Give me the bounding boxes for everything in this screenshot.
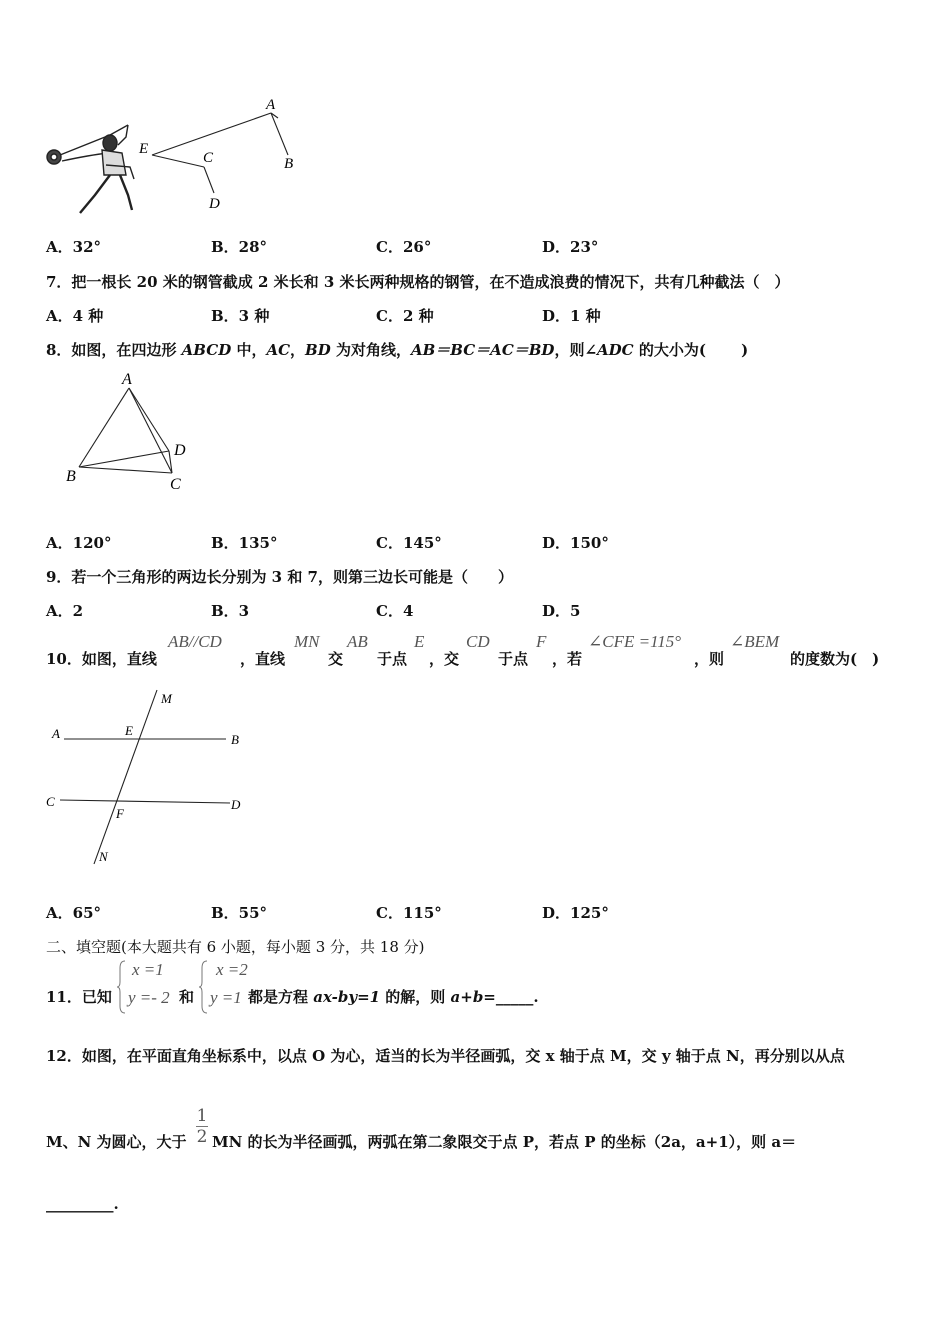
section-2-title: 二、填空题(本大题共有 6 小题，每小题 3 分，共 18 分) [46,938,425,956]
q12-answer-blank[interactable]: _________. [46,1195,119,1213]
q10-option-d: D．125° [542,904,609,922]
q6-option-b: B．28° [211,238,268,256]
brace-2 [198,960,208,1014]
brace-1 [116,960,126,1014]
q6-figure [40,95,310,220]
q8-option-a: A．120° [46,534,112,552]
q7-option-d: D．1 种 [542,307,601,325]
q11-answer-blank[interactable]: _____. [495,988,539,1006]
q6-label-c: C [203,150,214,166]
q10-label-f: F [116,806,124,821]
q7-option-a: A．4 种 [46,307,104,325]
q8-label-a: A [122,371,132,388]
q10-option-a: A．65° [46,904,102,922]
q8-figure [58,366,208,496]
q10-option-c: C．115° [376,904,442,922]
q8-label-c: C [170,476,181,493]
q6-label-e: E [139,141,149,157]
q7-question: 7．把一根长 20 米的钢管截成 2 米长和 3 米长两种规格的钢管，在不造成浪费的情况下，共有几种截法（ ） [46,273,790,291]
q10-label-d: D [231,797,241,812]
q6-label-a: A [266,97,276,113]
q6-option-a: A．32° [46,238,102,256]
q10-option-b: B．55° [211,904,268,922]
q9-option-d: D．5 [542,602,581,620]
q8-question: 8．如图，在四边形 ABCD 中，AC，BD 为对角线，AB＝BC＝AC＝BD，则∠ADC 的大小为( ) [46,341,749,359]
q9-question: 9．若一个三角形的两边长分别为 3 和 7，则第三边长可能是（ ） [46,568,513,586]
q10-label-e: E [125,723,133,738]
q6-option-d: D．23° [542,238,599,256]
q10-figure [40,686,260,871]
q12-question-line1: 12．如图，在平面直角坐标系中，以点 O 为心，适当的长为半径画弧，交 x 轴于点 M，交 y 轴于点 N，再分别以从点 [46,1047,845,1065]
q8-option-d: D．150° [542,534,609,552]
q10-label-b: B [231,732,239,747]
q10-label-n: N [99,849,108,864]
q8-label-b: B [66,468,76,485]
q9-option-c: C．4 [376,602,414,620]
q9-option-b: B．3 [211,602,250,620]
q6-option-c: C．26° [376,238,432,256]
q6-label-d: D [209,196,220,212]
q10-label-a: A [52,726,60,741]
q10-label-c: C [46,794,55,809]
q8-option-c: C．145° [376,534,442,552]
dancer-illustration [47,125,134,213]
q6-label-b: B [284,156,294,172]
q8-label-d: D [174,442,186,459]
q8-option-b: B．135° [211,534,278,552]
q9-option-a: A．2 [46,602,84,620]
q7-option-c: C．2 种 [376,307,434,325]
q7-option-b: B．3 种 [211,307,270,325]
fraction-half: 1 2 [196,1106,208,1147]
q10-label-m: M [161,691,172,706]
